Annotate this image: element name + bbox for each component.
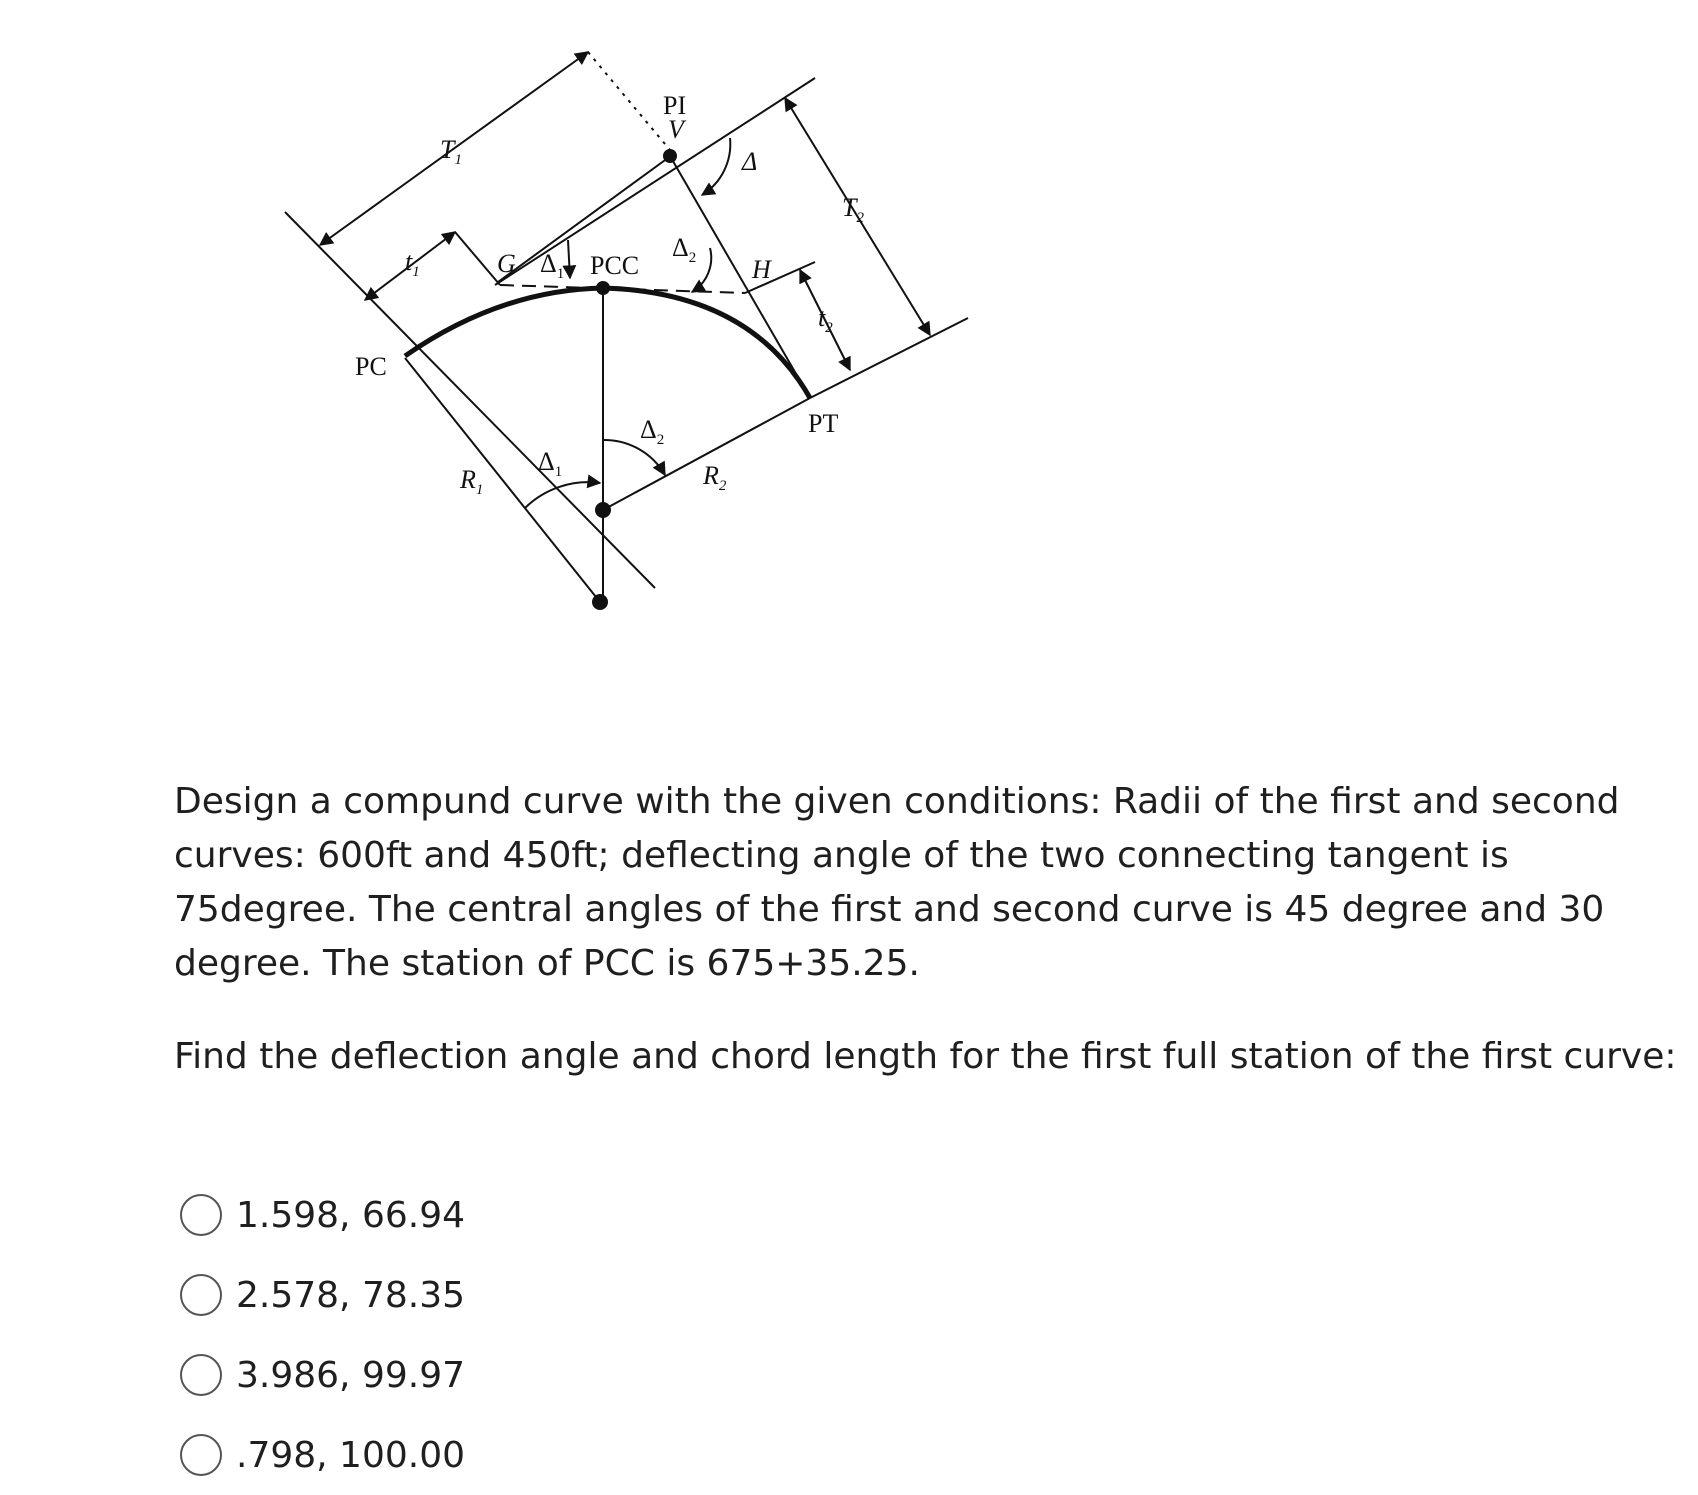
forward-tangent-line [810,318,968,398]
compound-curve-diagram [0,0,1100,700]
radio-button[interactable] [180,1194,222,1236]
radio-button[interactable] [180,1274,222,1316]
radius-r2-line [603,398,810,510]
delta-label: Δ [742,147,758,176]
center-r2-point [595,502,611,518]
small-t1-label: $t_1$ [405,247,420,280]
radio-button[interactable] [180,1354,222,1396]
pi-label: PI [663,91,687,120]
v-label: V [668,115,684,144]
answer-option[interactable] [180,1415,465,1495]
radio-button[interactable] [180,1434,222,1476]
small-t2-label: $t_2$ [818,303,833,336]
pi-point [663,149,677,163]
answer-options [180,1175,465,1495]
g-extension [455,232,500,285]
t1-label: $T_1$ [440,135,462,168]
t1-extension [588,52,670,150]
t2-label: $T_2$ [842,193,864,226]
pc-label: PC [355,352,387,381]
delta1-top-label: $\Delta_1$ [540,249,565,282]
option-label: 1.598, 66.94 [236,1194,466,1236]
question-text: Design a compund curve with the given conditions: Radii of the first and second curves: 600ft and 450ft; deflecting angle of the two connecting tangent is 75degree. The central angles of the first and second curve is 45 degree and 30 degree. The station of PCC is 675+35.25. [174,781,1620,984]
pcc-label: PCC [590,251,640,280]
r2-label: $R_2$ [703,461,727,494]
delta2-bottom-arc [603,440,665,475]
delta2-top-label: $\Delta_2$ [672,233,697,266]
option-label: .798, 100.00 [236,1434,466,1476]
center-r1-point [592,594,608,610]
question-prompt: Find the deflection angle and chord length for the first full station of the first curve: [174,1036,1677,1077]
compound-curve [405,288,810,398]
pt-label: PT [808,409,839,438]
option-label: 2.578, 78.35 [236,1274,466,1316]
delta1-top-arc [568,240,570,278]
answer-option[interactable] [180,1175,465,1255]
h-label: H [752,255,771,284]
delta1-bottom-label: $\Delta_1$ [538,447,563,480]
delta2-bottom-label: $\Delta_2$ [640,415,665,448]
option-label: 3.986, 99.97 [236,1354,466,1396]
answer-option[interactable] [180,1255,465,1335]
g-tangent-line [498,155,672,282]
delta-arc [702,138,730,195]
pi-to-pt-line [670,156,810,398]
g-label: G [497,249,516,278]
r1-label: $R_1$ [460,465,484,498]
pcc-point [596,281,610,295]
radius-r1-line [405,358,600,602]
answer-option[interactable] [180,1335,465,1415]
